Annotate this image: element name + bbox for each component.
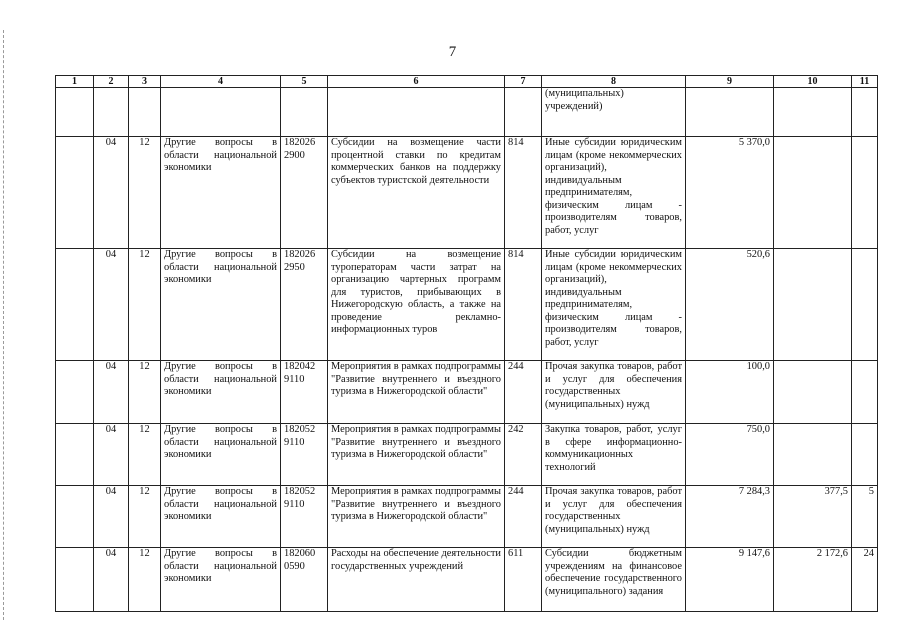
amount-cell	[774, 424, 852, 486]
section-name: Другие вопросы в области национальной экономики	[161, 249, 281, 361]
table-row	[56, 361, 878, 424]
expense-type-code: 244	[505, 361, 542, 424]
target-article-code: 182026 2900	[281, 137, 328, 249]
table-cell	[774, 88, 852, 137]
subsection-code: 12	[129, 249, 161, 361]
column-header: 3	[129, 76, 161, 88]
target-article-code: 182026 2950	[281, 249, 328, 361]
amount-cell: 7 284,3	[686, 486, 774, 548]
amount-cell: 24	[852, 548, 878, 612]
subsection-code: 12	[129, 548, 161, 612]
amount-cell: 377,5	[774, 486, 852, 548]
target-article-code: 182052 9110	[281, 486, 328, 548]
continuation-row	[56, 88, 878, 137]
table-cell	[852, 88, 878, 137]
expense-type-code: 244	[505, 486, 542, 548]
amount-cell: 9 147,6	[686, 548, 774, 612]
target-article-name: Мероприятия в рамках подпрограммы "Развитие внутреннего и въездного туризма в Нижегородской области"	[328, 486, 505, 548]
expense-type-code: 242	[505, 424, 542, 486]
table-cell	[129, 88, 161, 137]
target-article-code: 182042 9110	[281, 361, 328, 424]
amount-cell: 5 370,0	[686, 137, 774, 249]
subsection-code: 12	[129, 137, 161, 249]
subsection-code: 12	[129, 486, 161, 548]
section-name: Другие вопросы в области национальной экономики	[161, 486, 281, 548]
table-row	[56, 424, 878, 486]
amount-cell: 750,0	[686, 424, 774, 486]
column-header: 2	[94, 76, 129, 88]
column-header: 9	[686, 76, 774, 88]
column-header: 4	[161, 76, 281, 88]
amount-cell: 2 172,6	[774, 548, 852, 612]
column-number-row	[56, 76, 878, 88]
column-header: 6	[328, 76, 505, 88]
expense-type-code: 611	[505, 548, 542, 612]
table-cell	[161, 88, 281, 137]
amount-cell: 100,0	[686, 361, 774, 424]
table-cell	[686, 88, 774, 137]
table-cell	[56, 548, 94, 612]
amount-cell	[852, 249, 878, 361]
table-cell	[505, 88, 542, 137]
section-code: 04	[94, 361, 129, 424]
amount-cell	[774, 137, 852, 249]
table-cell	[94, 88, 129, 137]
column-header: 10	[774, 76, 852, 88]
expense-type-name: Субсидии бюджетным учреждениям на финансовое обеспечение государственного (муниципального) задания	[542, 548, 686, 612]
target-article-name: Расходы на обеспечение деятельности государственных учреждений	[328, 548, 505, 612]
section-code: 04	[94, 486, 129, 548]
amount-cell: 520,6	[686, 249, 774, 361]
budget-table	[55, 75, 878, 612]
expense-type-name: (муниципальных) учреждений)	[542, 88, 686, 137]
column-header: 5	[281, 76, 328, 88]
target-article-name: Мероприятия в рамках подпрограммы "Развитие внутреннего и въездного туризма в Нижегородской области"	[328, 361, 505, 424]
amount-cell	[774, 361, 852, 424]
table-row	[56, 137, 878, 249]
table-cell	[281, 88, 328, 137]
section-code: 04	[94, 548, 129, 612]
amount-cell	[852, 361, 878, 424]
table-row	[56, 548, 878, 612]
table-cell	[56, 137, 94, 249]
table-cell	[56, 249, 94, 361]
page-number: 7	[448, 44, 457, 60]
expense-type-name: Иные субсидии юридическим лицам (кроме некоммерческих организаций), индивидуальным предпринимателям, физическим лицам - производителям товаров, работ, услуг	[542, 249, 686, 361]
table-row	[56, 486, 878, 548]
section-code: 04	[94, 137, 129, 249]
page-edge-line	[3, 30, 4, 620]
table-cell	[56, 424, 94, 486]
expense-type-name: Иные субсидии юридическим лицам (кроме некоммерческих организаций), индивидуальным предпринимателям, физическим лицам - производителям товаров, работ, услуг	[542, 137, 686, 249]
subsection-code: 12	[129, 361, 161, 424]
expense-type-name: Прочая закупка товаров, работ и услуг для обеспечения государственных (муниципальных) нужд	[542, 361, 686, 424]
amount-cell	[852, 137, 878, 249]
subsection-code: 12	[129, 424, 161, 486]
amount-cell	[852, 424, 878, 486]
target-article-name: Мероприятия в рамках подпрограммы "Развитие внутреннего и въездного туризма в Нижегородской области"	[328, 424, 505, 486]
section-name: Другие вопросы в области национальной экономики	[161, 548, 281, 612]
section-code: 04	[94, 424, 129, 486]
expense-type-code: 814	[505, 137, 542, 249]
target-article-code: 182052 9110	[281, 424, 328, 486]
section-name: Другие вопросы в области национальной экономики	[161, 424, 281, 486]
table-cell	[328, 88, 505, 137]
column-header: 11	[852, 76, 878, 88]
expense-type-name: Закупка товаров, работ, услуг в сфере информационно-коммуникационных технологий	[542, 424, 686, 486]
target-article-code: 182060 0590	[281, 548, 328, 612]
expense-type-code: 814	[505, 249, 542, 361]
target-article-name: Субсидии на возмещение части процентной ставки по кредитам коммерческих банков на поддержку субъектов туристской деятельности	[328, 137, 505, 249]
table-cell	[56, 361, 94, 424]
amount-cell	[774, 249, 852, 361]
column-header: 8	[542, 76, 686, 88]
target-article-name: Субсидии на возмещение туроператорам части затрат на организацию чартерных программ для туристов, прибывающих в Нижегородскую область, а также на проведение рекламно-информационных туров	[328, 249, 505, 361]
expense-type-name: Прочая закупка товаров, работ и услуг для обеспечения государственных (муниципальных) нужд	[542, 486, 686, 548]
table-cell	[56, 486, 94, 548]
column-header: 7	[505, 76, 542, 88]
amount-cell: 5	[852, 486, 878, 548]
section-code: 04	[94, 249, 129, 361]
table-cell	[56, 88, 94, 137]
column-header: 1	[56, 76, 94, 88]
section-name: Другие вопросы в области национальной экономики	[161, 361, 281, 424]
table-row	[56, 249, 878, 361]
section-name: Другие вопросы в области национальной экономики	[161, 137, 281, 249]
